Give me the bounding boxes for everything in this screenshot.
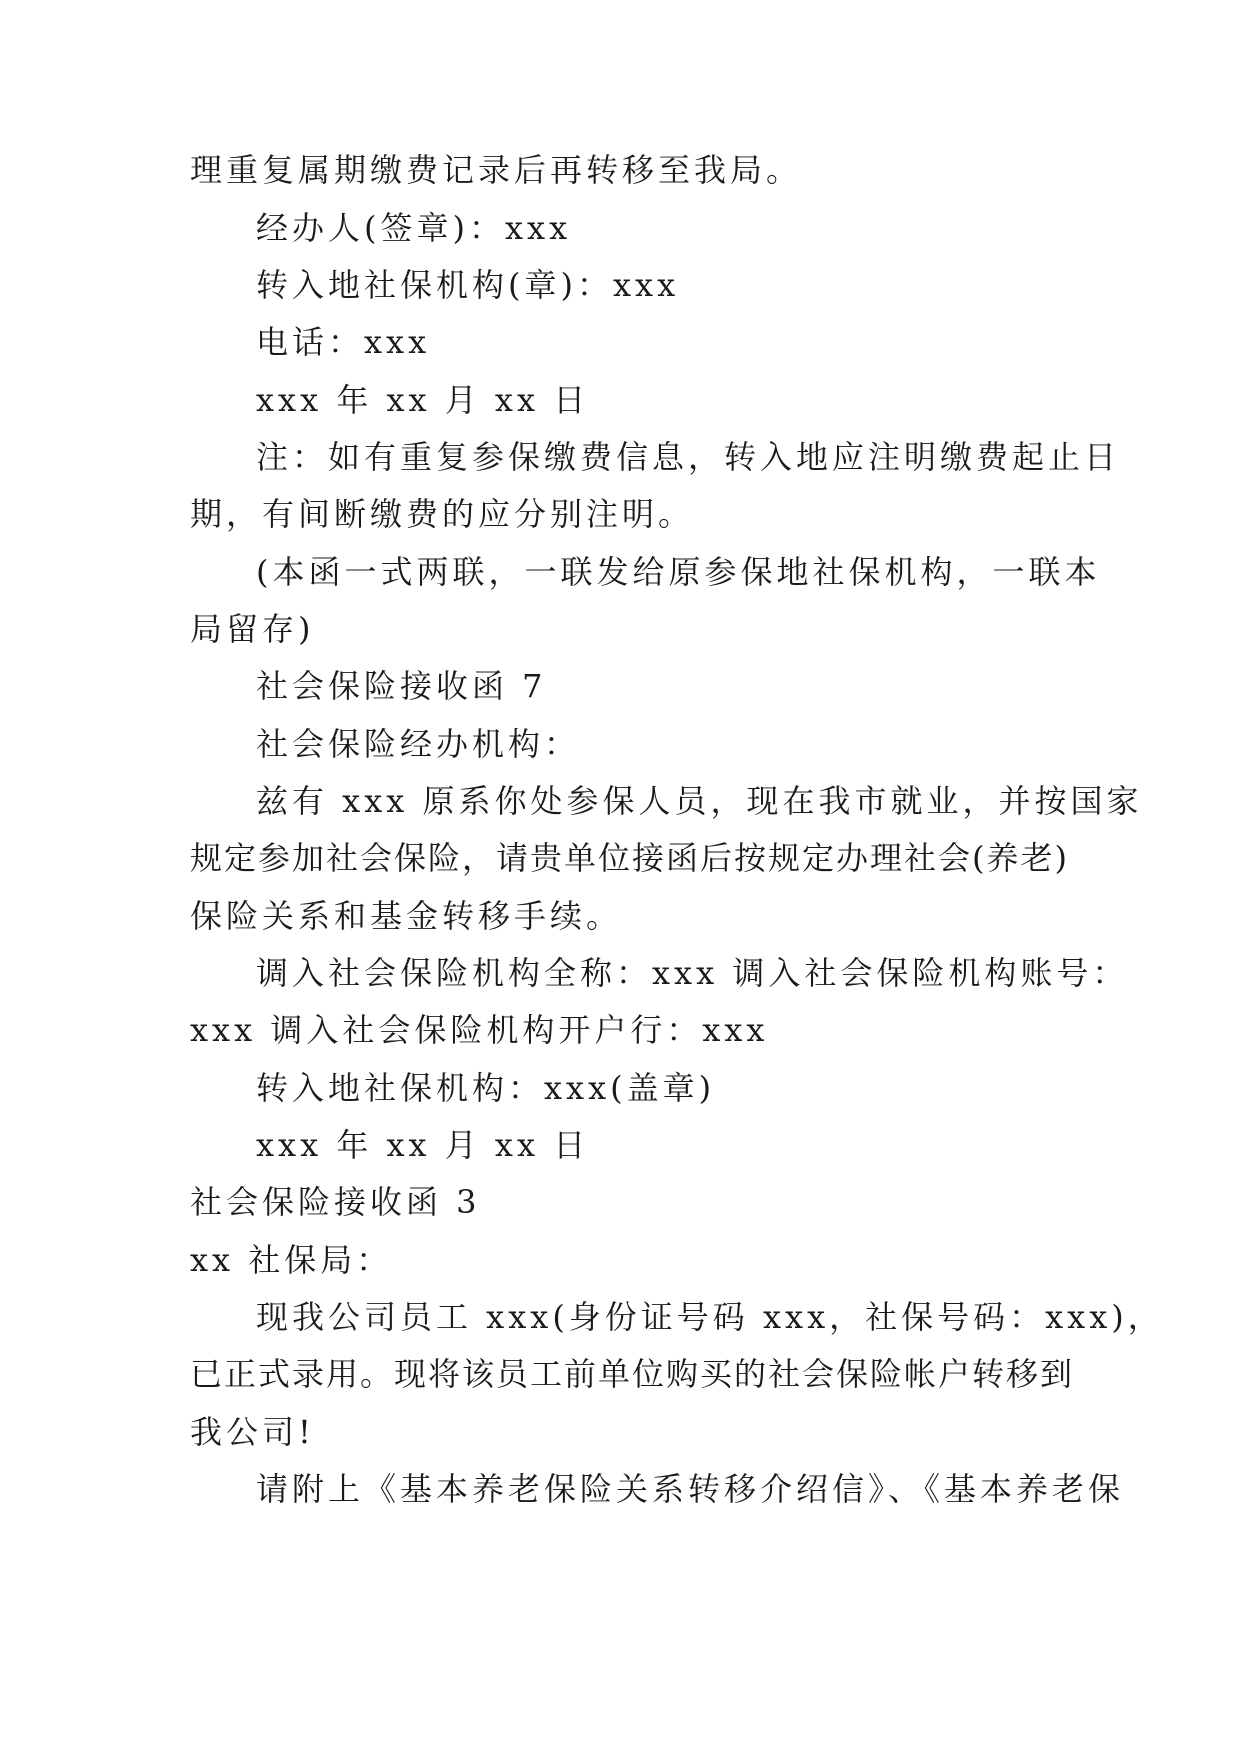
text-line: 保险关系和基金转移手续。 bbox=[190, 897, 623, 935]
text-line: 经办人(签章)：xxx bbox=[256, 209, 572, 247]
text-line: 电话：xxx bbox=[256, 323, 431, 361]
text-line: 注：如有重复参保缴费信息，转入地应注明缴费起止日 bbox=[256, 438, 1121, 476]
text-line: (本函一式两联，一联发给原参保地社保机构，一联本 bbox=[256, 553, 1101, 591]
text-line: 请附上《基本养老保险关系转移介绍信》、《基本养老保 bbox=[256, 1470, 1125, 1508]
text-line: 局留存) bbox=[190, 610, 315, 648]
text-line: 兹有 xxx 原系你处参保人员，现在我市就业，并按国家 bbox=[256, 782, 1143, 820]
section-heading: 社会保险接收函 7 bbox=[256, 667, 547, 705]
section-heading: 社会保险接收函 3 bbox=[190, 1183, 481, 1221]
text-line: 规定参加社会保险，请贵单位接函后按规定办理社会(养老) bbox=[190, 839, 1069, 877]
text-line: 已正式录用。现将该员工前单位购买的社会保险帐户转移到 bbox=[190, 1355, 1075, 1393]
text-line: 期，有间断缴费的应分别注明。 bbox=[190, 495, 695, 533]
text-line: 社会保险经办机构： bbox=[256, 725, 581, 763]
text-line: xx 社保局： bbox=[190, 1241, 393, 1279]
text-line: 转入地社保机构：xxx(盖章) bbox=[256, 1069, 716, 1107]
text-line: 转入地社保机构(章)：xxx bbox=[256, 266, 680, 304]
text-line: 调入社会保险机构全称：xxx 调入社会保险机构账号： bbox=[256, 954, 1129, 992]
text-line: xxx 调入社会保险机构开户行：xxx bbox=[190, 1011, 769, 1049]
text-line: 我公司! bbox=[190, 1413, 315, 1451]
text-line: 现我公司员工 xxx(身份证号码 xxx，社保号码：xxx)， bbox=[256, 1298, 1164, 1336]
text-line: xxx 年 xx 月 xx 日 bbox=[256, 1126, 590, 1164]
text-line: 理重复属期缴费记录后再转移至我局。 bbox=[190, 151, 803, 189]
text-line: xxx 年 xx 月 xx 日 bbox=[256, 381, 590, 419]
